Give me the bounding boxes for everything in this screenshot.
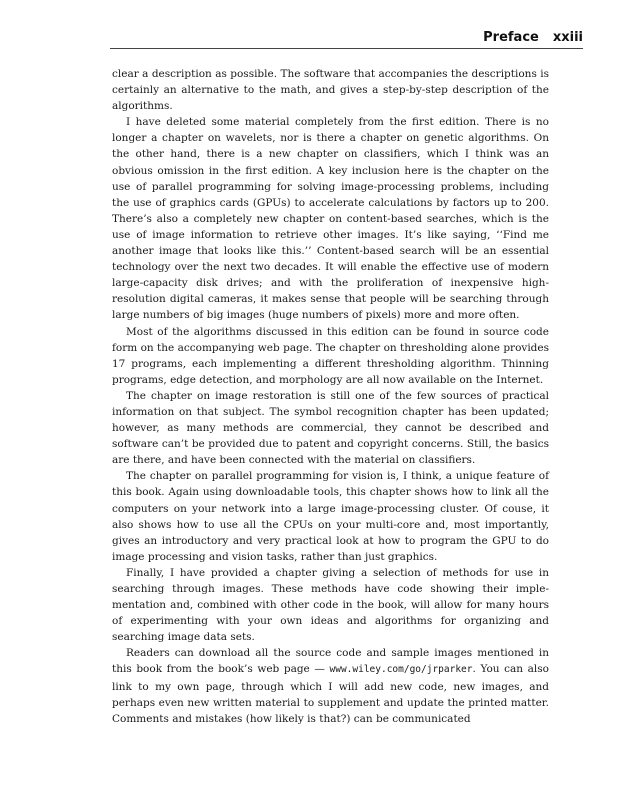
download-text-before: Readers can download all the source code and sample images mentioned in this book from the book’s web page — (112, 647, 549, 676)
download-text-after: . You can also link to my own page, through which I will add new code, new images, and perhaps even new written material to supplement and update the printed matter. Comments and mistakes (how likely is that?) can be communicated (112, 663, 549, 725)
web-page-url[interactable]: www.wiley.com/go/jrparker (329, 664, 473, 676)
header-rule (110, 48, 583, 49)
paragraph-download (112, 645, 549, 726)
paragraph-parallel-programming: The chapter on parallel programming for vision is, I think, a unique feature of this book. Again using downloadable tools, this chapter shows how to link all the computers on your network into a large image-processing cluster. Of couse, it also shows how to use all the CPUs on your multi-core and, most importantly, gives an introductory and very practical look at how to program the GPU to do image processing and vision tasks, rather than just graphics. (112, 470, 549, 563)
body-text (112, 66, 549, 727)
paragraph-algorithms-source: Most of the algorithms discussed in this edition can be found in source code form on the accompanying web page. The chapter on thresholding alone provides 17 programs, each implementing a different thresholding algorithm. Thinning programs, edge detection, and morphology are all now available on the Internet. (112, 325, 549, 386)
running-head (110, 30, 583, 46)
running-head-title: Preface (483, 30, 539, 45)
paragraph-deleted-material: I have deleted some material completely from the first edition. There is no longer a chapter on wavelets, nor is there a chapter on genetic algorithms. On the other hand, there is a new chapter on classifiers, which I think was an obvious omission in the first edition. A key inclusion here is the chapter on the use of parallel programming for solving image-processing problems, including the use of graphics cards (GPUs) to accelerate calculations by factors up to 200. There’s also a completely new chapter on content-based searches, which is the use of image information to retrieve other images. It’s like saying, ‘‘Find me another image that looks like this.’’ Content-based search will be an essential technology over the next two decades. It will enable the effective use of modern large-capacity disk drives; and with the proliferation of inexpensive high-resolution digital cameras, it makes sense that people will be searching through large numbers of big images (huge numbers of pixels) more and more often. (112, 116, 549, 322)
paragraph-image-restoration: The chapter on image restoration is still one of the few sources of practical information on that subject. The symbol recognition chapter has been updated; however, as many methods are commercial, they cannot be described and software can’t be provided due to patent and copyright concerns. Still, the basics are there, and have been connected with the material on classifiers. (112, 389, 549, 467)
paragraph-searching-images: Finally, I have provided a chapter giving a selection of methods for use in searching through images. These methods have code showing their implementation and, combined with other code in the book, will allow for many hours of experimenting with your own ideas and algorithms for organizing and searching image data sets. (112, 566, 549, 644)
page-number: xxiii (552, 30, 583, 45)
paragraph-continued: clear a description as possible. The software that accompanies the descriptions is certainly an alternative to the math, and gives a step-by-step description of the algorithms. (112, 68, 549, 113)
